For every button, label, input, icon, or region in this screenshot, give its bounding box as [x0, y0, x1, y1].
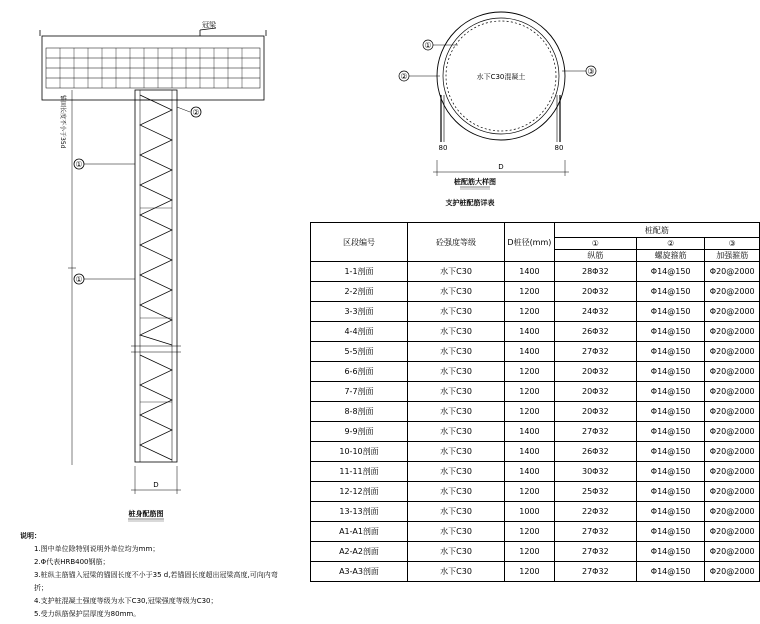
table-cell-dia: 1400 [505, 342, 555, 362]
table-cell-r3: Φ20@2000 [705, 282, 760, 302]
table-cell-concrete: 水下C30 [408, 302, 505, 322]
th-rebar: 桩配筋 [554, 223, 759, 238]
table-cell-concrete: 水下C30 [408, 562, 505, 582]
table-cell-r3: Φ20@2000 [705, 502, 760, 522]
table-cell-dia: 1200 [505, 522, 555, 542]
table-cell-concrete: 水下C30 [408, 502, 505, 522]
table-cell-dia: 1200 [505, 382, 555, 402]
table-cell-concrete: 水下C30 [408, 282, 505, 302]
table-cell-concrete: 水下C30 [408, 342, 505, 362]
left-dim-80: 80 [438, 144, 448, 152]
section-callout-1: ① [424, 41, 432, 50]
table-cell-concrete: 水下C30 [408, 542, 505, 562]
table-cell-r2: Φ14@150 [636, 282, 705, 302]
th-zone: 区段编号 [311, 223, 408, 262]
note-item: 5.受力纵筋保护层厚度为80mm。 [34, 610, 141, 618]
table-cell-r2: Φ14@150 [636, 462, 705, 482]
table-cell-dia: 1200 [505, 302, 555, 322]
table-cell-zone: 3-3剖面 [311, 302, 408, 322]
table-cell-zone: A2-A2剖面 [311, 542, 408, 562]
table-cell-r3: Φ20@2000 [705, 542, 760, 562]
table-cell-zone: 9-9剖面 [311, 422, 408, 442]
table-cell-r2: Φ14@150 [636, 342, 705, 362]
th-t3: 加强箍筋 [705, 250, 760, 262]
table-cell-concrete: 水下C30 [408, 442, 505, 462]
table-cell-r2: Φ14@150 [636, 502, 705, 522]
table-cell-r1: 28Φ32 [554, 262, 636, 282]
note-item: 4.支护桩混凝土强度等级为水下C30,冠梁强度等级为C30； [34, 597, 218, 605]
table-cell-r1: 20Φ32 [554, 382, 636, 402]
table-row [311, 262, 760, 282]
rebar-table-body [311, 262, 760, 582]
table-row [311, 342, 760, 362]
table-cell-dia: 1000 [505, 502, 555, 522]
table-cell-r1: 25Φ32 [554, 482, 636, 502]
table-cell-r2: Φ14@150 [636, 362, 705, 382]
concrete-label: 水下C30混凝土 [476, 73, 526, 81]
th-n1: ① [554, 238, 636, 250]
callout-2: ② [192, 108, 200, 117]
table-cell-zone: 6-6剖面 [311, 362, 408, 382]
table-cell-r1: 26Φ32 [554, 322, 636, 342]
table-cell-r3: Φ20@2000 [705, 362, 760, 382]
table-cell-r2: Φ14@150 [636, 262, 705, 282]
section-dia-label: D [498, 163, 504, 171]
table-cell-r1: 22Φ32 [554, 502, 636, 522]
table-cell-dia: 1200 [505, 562, 555, 582]
table-cell-concrete: 水下C30 [408, 362, 505, 382]
table-row [311, 402, 760, 422]
table-cell-concrete: 水下C30 [408, 262, 505, 282]
table-cell-r1: 20Φ32 [554, 282, 636, 302]
table-row [311, 482, 760, 502]
table-cell-r1: 27Φ32 [554, 542, 636, 562]
table-cell-dia: 1200 [505, 402, 555, 422]
table-cell-zone: 5-5剖面 [311, 342, 408, 362]
notes-title: 说明： [20, 532, 41, 540]
section-title: 桩配筋大样图 [454, 178, 496, 186]
table-cell-r1: 26Φ32 [554, 442, 636, 462]
th-dia: D桩径(mm) [505, 223, 555, 262]
table-cell-r3: Φ20@2000 [705, 482, 760, 502]
right-dim-80: 80 [554, 144, 564, 152]
th-concrete: 砼强度等级 [408, 223, 505, 262]
table-cell-zone: A1-A1剖面 [311, 522, 408, 542]
table-cell-r1: 30Φ32 [554, 462, 636, 482]
table-cell-r2: Φ14@150 [636, 382, 705, 402]
note-item: 折； [34, 584, 48, 592]
callout-1a: ① [75, 160, 83, 169]
table-cell-r3: Φ20@2000 [705, 522, 760, 542]
table-cell-r3: Φ20@2000 [705, 442, 760, 462]
table-cell-dia: 1200 [505, 362, 555, 382]
table-cell-dia: 1400 [505, 262, 555, 282]
table-cell-r3: Φ20@2000 [705, 562, 760, 582]
table-cell-r2: Φ14@150 [636, 422, 705, 442]
table-row [311, 422, 760, 442]
table-row [311, 382, 760, 402]
th-t2: 螺旋箍筋 [636, 250, 705, 262]
table-cell-r1: 24Φ32 [554, 302, 636, 322]
table-cell-zone: 11-11剖面 [311, 462, 408, 482]
table-cell-dia: 1400 [505, 442, 555, 462]
th-t1: 纵筋 [554, 250, 636, 262]
table-cell-zone: 10-10剖面 [311, 442, 408, 462]
note-item: 1.图中单位除特别说明外单位均为mm； [34, 545, 160, 553]
table-cell-r3: Φ20@2000 [705, 342, 760, 362]
table-cell-r2: Φ14@150 [636, 322, 705, 342]
table-row [311, 442, 760, 462]
crown-beam-label: 冠梁 [202, 21, 216, 29]
table-cell-concrete: 水下C30 [408, 462, 505, 482]
table-cell-dia: 1200 [505, 282, 555, 302]
dim-d-label: D [153, 481, 159, 489]
table-cell-zone: A3-A3剖面 [311, 562, 408, 582]
table-cell-concrete: 水下C30 [408, 422, 505, 442]
design-notes [20, 530, 278, 621]
table-cell-r3: Φ20@2000 [705, 382, 760, 402]
table-row [311, 562, 760, 582]
table-cell-r2: Φ14@150 [636, 542, 705, 562]
table-cell-r3: Φ20@2000 [705, 322, 760, 342]
table-cell-zone: 7-7剖面 [311, 382, 408, 402]
table-cell-zone: 2-2剖面 [311, 282, 408, 302]
table-cell-zone: 8-8剖面 [311, 402, 408, 422]
table-row [311, 522, 760, 542]
table-cell-concrete: 水下C30 [408, 382, 505, 402]
table-cell-r2: Φ14@150 [636, 522, 705, 542]
table-cell-dia: 1400 [505, 462, 555, 482]
note-item: 3.桩纵主筋锚入冠梁的锚固长度不小于35 d,若锚固长度超出冠梁高度,可向内弯 [34, 571, 278, 579]
table-cell-zone: 13-13剖面 [311, 502, 408, 522]
table-cell-r1: 27Φ32 [554, 522, 636, 542]
table-cell-r3: Φ20@2000 [705, 422, 760, 442]
table-cell-dia: 1400 [505, 322, 555, 342]
table-cell-zone: 12-12剖面 [311, 482, 408, 502]
table-cell-dia: 1200 [505, 542, 555, 562]
section-callout-3: ③ [587, 67, 595, 76]
elevation-title: 桩身配筋图 [128, 510, 164, 518]
note-item: 2.Φ代表HRB400钢筋； [34, 558, 110, 566]
table-cell-r2: Φ14@150 [636, 562, 705, 582]
table-cell-r3: Φ20@2000 [705, 402, 760, 422]
table-cell-r2: Φ14@150 [636, 482, 705, 502]
th-n2: ② [636, 238, 705, 250]
table-cell-concrete: 水下C30 [408, 322, 505, 342]
table-cell-r3: Φ20@2000 [705, 462, 760, 482]
table-title: 支护桩配筋详表 [445, 199, 495, 207]
table-cell-r2: Φ14@150 [636, 442, 705, 462]
th-n3: ③ [705, 238, 760, 250]
table-cell-concrete: 水下C30 [408, 482, 505, 502]
table-row [311, 322, 760, 342]
table-row [311, 502, 760, 522]
table-row [311, 362, 760, 382]
rebar-table [310, 222, 760, 582]
table-cell-r1: 20Φ32 [554, 402, 636, 422]
table-cell-zone: 1-1剖面 [311, 262, 408, 282]
table-cell-concrete: 水下C30 [408, 522, 505, 542]
table-cell-concrete: 水下C30 [408, 402, 505, 422]
table-cell-r2: Φ14@150 [636, 302, 705, 322]
table-row [311, 462, 760, 482]
table-row [311, 282, 760, 302]
table-cell-r1: 20Φ32 [554, 362, 636, 382]
anchor-note: 锚固长度不小于35d [59, 95, 66, 149]
table-cell-r3: Φ20@2000 [705, 302, 760, 322]
section-callout-2: ② [400, 72, 408, 81]
callout-1b: ① [75, 275, 83, 284]
table-cell-r3: Φ20@2000 [705, 262, 760, 282]
table-cell-r1: 27Φ32 [554, 342, 636, 362]
table-cell-dia: 1400 [505, 422, 555, 442]
table-cell-zone: 4-4剖面 [311, 322, 408, 342]
table-row [311, 302, 760, 322]
table-cell-r2: Φ14@150 [636, 402, 705, 422]
table-cell-r1: 27Φ32 [554, 562, 636, 582]
table-row [311, 542, 760, 562]
table-cell-dia: 1200 [505, 482, 555, 502]
table-cell-r1: 27Φ32 [554, 422, 636, 442]
